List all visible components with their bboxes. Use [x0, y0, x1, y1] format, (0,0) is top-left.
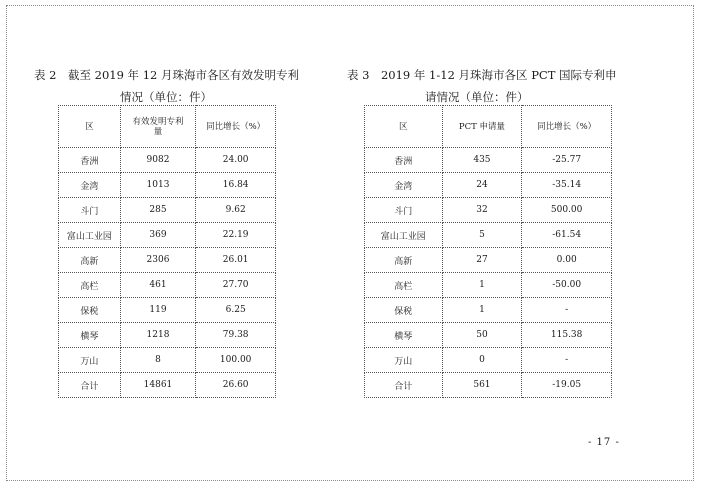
district-cell: 富山工业园: [365, 223, 443, 248]
district-cell: 合计: [59, 373, 121, 398]
table2-caption-line2: 情况（单位：件）: [120, 90, 212, 104]
value-cell: 561: [442, 373, 522, 398]
growth-cell: 79.38: [196, 323, 276, 348]
table-row: [59, 148, 276, 173]
table2: [58, 105, 276, 398]
district-cell: 横琴: [365, 323, 443, 348]
district-cell: 斗门: [365, 198, 443, 223]
district-cell: 保税: [59, 298, 121, 323]
value-cell: 1: [442, 273, 522, 298]
table-row: [59, 248, 276, 273]
district-cell: 横琴: [59, 323, 121, 348]
value-cell: 50: [442, 323, 522, 348]
table-row-total: [59, 373, 276, 398]
growth-cell: 6.25: [196, 298, 276, 323]
table-row: [59, 173, 276, 198]
growth-cell: 9.62: [196, 198, 276, 223]
table-row: [365, 273, 612, 298]
value-cell: 32: [442, 198, 522, 223]
table-row: [365, 198, 612, 223]
table-row: [365, 148, 612, 173]
table3-header-count: PCT 申请量: [442, 106, 522, 148]
district-cell: 高栏: [59, 273, 121, 298]
table3-header-district: 区: [365, 106, 443, 148]
value-cell: 2306: [120, 248, 196, 273]
table3: [364, 105, 612, 398]
district-cell: 保税: [365, 298, 443, 323]
value-cell: 1218: [120, 323, 196, 348]
growth-cell: -61.54: [522, 223, 612, 248]
table-row: [59, 323, 276, 348]
district-cell: 金湾: [365, 173, 443, 198]
table2-body: [59, 148, 276, 398]
value-cell: 285: [120, 198, 196, 223]
growth-cell: 115.38: [522, 323, 612, 348]
growth-cell: 27.70: [196, 273, 276, 298]
table-row: [59, 348, 276, 373]
value-cell: 435: [442, 148, 522, 173]
table-row-total: [365, 373, 612, 398]
table3-header-growth: 同比增长（%）: [522, 106, 612, 148]
growth-cell: 500.00: [522, 198, 612, 223]
value-cell: 1: [442, 298, 522, 323]
table-row: [59, 223, 276, 248]
district-cell: 万山: [59, 348, 121, 373]
value-cell: 0: [442, 348, 522, 373]
table-row: [365, 173, 612, 198]
table3-caption-line2: 请情况（单位：件）: [425, 90, 529, 104]
value-cell: 119: [120, 298, 196, 323]
page-number: - 17 -: [588, 437, 620, 448]
growth-cell: -: [522, 348, 612, 373]
district-cell: 万山: [365, 348, 443, 373]
table-row: [365, 323, 612, 348]
table2-header-row: [59, 106, 276, 148]
district-cell: 金湾: [59, 173, 121, 198]
district-cell: 斗门: [59, 198, 121, 223]
growth-cell: -35.14: [522, 173, 612, 198]
district-cell: 高栏: [365, 273, 443, 298]
table-row: [59, 298, 276, 323]
value-cell: 461: [120, 273, 196, 298]
table2-header-count: 有效发明专利量: [120, 106, 196, 148]
district-cell: 高新: [59, 248, 121, 273]
district-cell: 香洲: [365, 148, 443, 173]
growth-cell: 26.01: [196, 248, 276, 273]
growth-cell: -19.05: [522, 373, 612, 398]
table3-caption-line1: 表 3 2019 年 1-12 月珠海市各区 PCT 国际专利申: [347, 68, 617, 82]
growth-cell: -: [522, 298, 612, 323]
table-row: [365, 248, 612, 273]
value-cell: 27: [442, 248, 522, 273]
growth-cell: 26.60: [196, 373, 276, 398]
growth-cell: 100.00: [196, 348, 276, 373]
table-row: [59, 198, 276, 223]
growth-cell: 24.00: [196, 148, 276, 173]
value-cell: 24: [442, 173, 522, 198]
table3-body: [365, 148, 612, 398]
growth-cell: 16.84: [196, 173, 276, 198]
growth-cell: -25.77: [522, 148, 612, 173]
district-cell: 高新: [365, 248, 443, 273]
value-cell: 1013: [120, 173, 196, 198]
district-cell: 合计: [365, 373, 443, 398]
value-cell: 8: [120, 348, 196, 373]
table-row: [365, 298, 612, 323]
district-cell: 富山工业园: [59, 223, 121, 248]
value-cell: 369: [120, 223, 196, 248]
value-cell: 14861: [120, 373, 196, 398]
table2-caption-line1: 表 2 截至 2019 年 12 月珠海市各区有效发明专利: [34, 68, 299, 82]
table3-header-row: [365, 106, 612, 148]
table2-header-district: 区: [59, 106, 121, 148]
value-cell: 9082: [120, 148, 196, 173]
value-cell: 5: [442, 223, 522, 248]
table2-header-growth: 同比增长（%）: [196, 106, 276, 148]
table-row: [365, 348, 612, 373]
district-cell: 香洲: [59, 148, 121, 173]
table3-caption: [347, 68, 617, 104]
growth-cell: -50.00: [522, 273, 612, 298]
table-row: [59, 273, 276, 298]
growth-cell: 22.19: [196, 223, 276, 248]
table-row: [365, 223, 612, 248]
table2-caption: [34, 68, 299, 104]
growth-cell: 0.00: [522, 248, 612, 273]
